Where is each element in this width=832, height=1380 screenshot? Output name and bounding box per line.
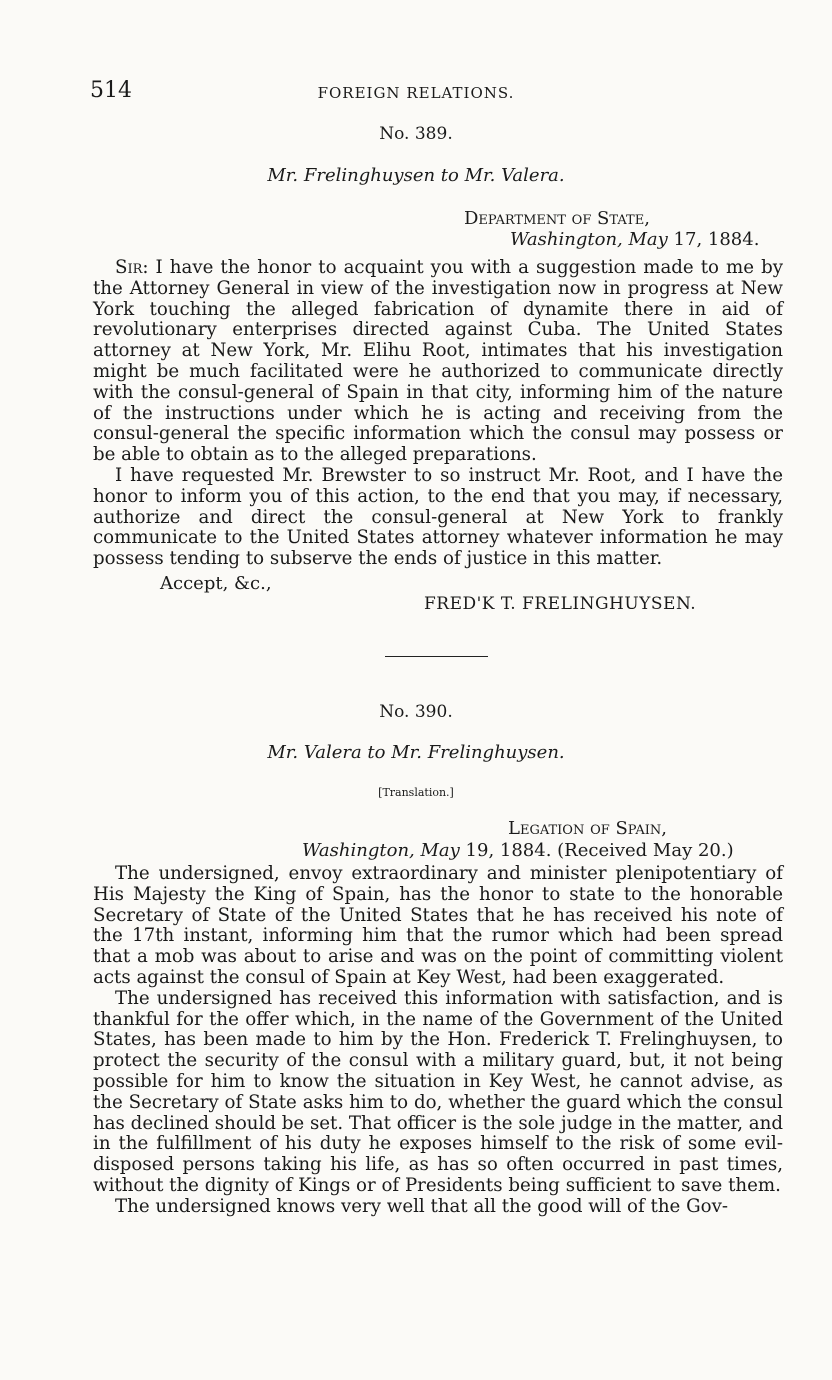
doc1-closing: Accept, &c., — [160, 573, 272, 594]
doc2-dateline-italic: Washington, May — [302, 840, 460, 861]
doc1-dateline-place: Department of State, — [464, 208, 650, 229]
doc1-body — [93, 258, 783, 570]
doc1-paragraph-1 — [93, 258, 783, 466]
running-title: FOREIGN RELATIONS. — [317, 84, 515, 102]
doc1-number: No. 389. — [379, 124, 453, 144]
section-divider — [385, 656, 488, 657]
doc1-salutation: Sir — [115, 257, 143, 278]
doc2-heading: Mr. Valera to Mr. Frelinghuysen. — [267, 742, 565, 763]
doc1-dateline-date-rest: 17, 1884. — [667, 229, 760, 250]
doc1-signature: FRED'K T. FRELINGHUYSEN. — [424, 594, 697, 614]
doc1-paragraph-1-text: : I have the honor to acquaint you with a suggestion made to me by the Attorney General in view of the investigation now in progress at New York touching the alleged fabrication of dynamite there in aid of revolutionary enterprises directed against Cuba. The United States attorney at New York, Mr. Elihu Root, intimates that his investigation might be much facilitated were he authorized to communicate directly with the consul-general of Spain in that city, informing him of the nature of the instructions under which he is acting and receiving from the consul-general the specific information which the consul may possess or be able to obtain as to the alleged preparations. — [93, 257, 783, 466]
doc2-paragraph-1: The undersigned, envoy extraordinary and minister plenipotentiary of His Majesty the King of Spain, has the honor to state to the honorable Secretary of State of the United States that he has received his note of the 17th instant, informing him that the rumor which had been spread that a mob was about to arise and was on the point of committing violent acts against the consul of Spain at Key West, had been exaggerated. — [93, 863, 783, 988]
doc1-heading: Mr. Frelinghuysen to Mr. Valera. — [267, 165, 565, 186]
doc1-dateline-date-italic: Washington, May — [510, 229, 668, 250]
doc2-translation-note: [Translation.] — [378, 786, 454, 799]
doc2-dateline-date — [302, 840, 734, 861]
doc2-paragraph-2: The undersigned has received this information with satisfaction, and is thankful for the offer which, in the name of the Government of the United States, has been made to him by the Hon. Frederick T. Frelinghuysen, to protect the security of the consul with a military guard, but, it not being possible for him to know the situation in Key West, he cannot advise, as the Secretary of State asks him to do, whether the guard which the consul has declined should be set. That officer is the sole judge in the matter, and in the fulfillment of his duty he exposes himself to the risk of some evil-disposed persons taking his life, as has so often occurred in past times, without the dignity of Kings or of Presidents being sufficient to save them. — [93, 987, 783, 1196]
doc2-paragraph-3: The undersigned knows very well that all the good will of the Gov- — [115, 1195, 728, 1217]
page-number: 514 — [90, 78, 132, 103]
doc2-dateline-place: Legation of Spain, — [508, 818, 667, 839]
doc2-number: No. 390. — [379, 702, 453, 722]
doc1-paragraph-2: I have requested Mr. Brewster to so instruct Mr. Root, and I have the honor to inform you of this action, to the end that you may, if necessary, authorize and direct the consul-general at New York to frankly communicate to the United States attorney whatever information he may possess tending to subserve the ends of justice in this matter. — [93, 464, 783, 570]
doc2-dateline-rest: 19, 1884. (Received May 20.) — [459, 840, 734, 861]
doc1-dateline-date — [510, 229, 759, 250]
doc2-body — [93, 864, 783, 1218]
